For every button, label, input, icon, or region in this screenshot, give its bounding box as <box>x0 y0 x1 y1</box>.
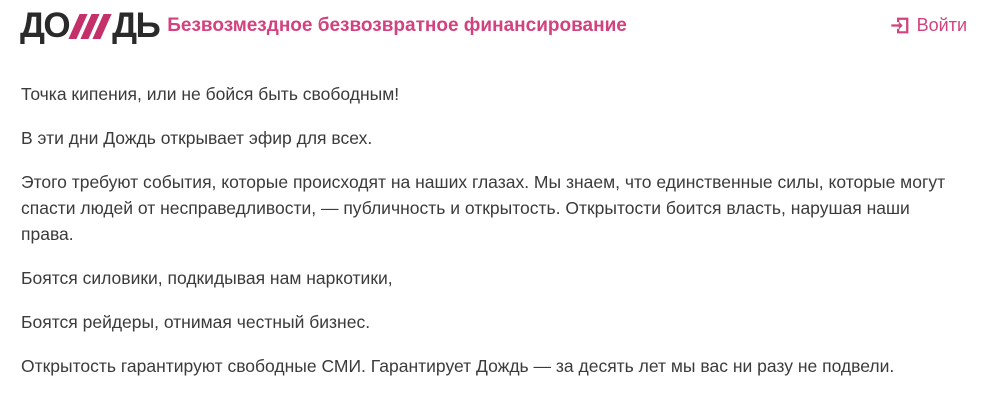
logo-slashes-icon <box>74 14 106 39</box>
logo-text-prefix: ДО <box>20 6 70 45</box>
logo-text-suffix: ДЬ <box>112 6 160 45</box>
header <box>0 0 991 48</box>
paragraph: Точка кипения, или не бойся быть свободным! <box>21 84 400 104</box>
article <box>0 48 975 379</box>
paragraph: Открытость гарантируют свободные СМИ. Гарантирует Дождь — за десять лет мы вас ни разу не подвели. <box>21 356 895 376</box>
login-label: Войти <box>916 15 967 35</box>
page-title: Безвозмездное безвозвратное финансирование <box>167 14 627 36</box>
login-button[interactable] <box>890 15 967 36</box>
dozhd-logo[interactable] <box>20 5 159 46</box>
login-icon <box>890 15 911 36</box>
paragraph: В эти дни Дождь открывает эфир для всех. <box>21 128 373 148</box>
paragraph: Боятся рейдеры, отнимая честный бизнес. <box>21 312 371 332</box>
paragraph: Этого требуют события, которые происходят на наших глазах. Мы знаем, что единственные силы, которые могут спасти людей от несправедливости, — публичность и открытость. Открытости боится власть, нарушая наши права. <box>21 172 946 244</box>
paragraph: Боятся силовики, подкидывая нам наркотики, <box>21 268 393 288</box>
